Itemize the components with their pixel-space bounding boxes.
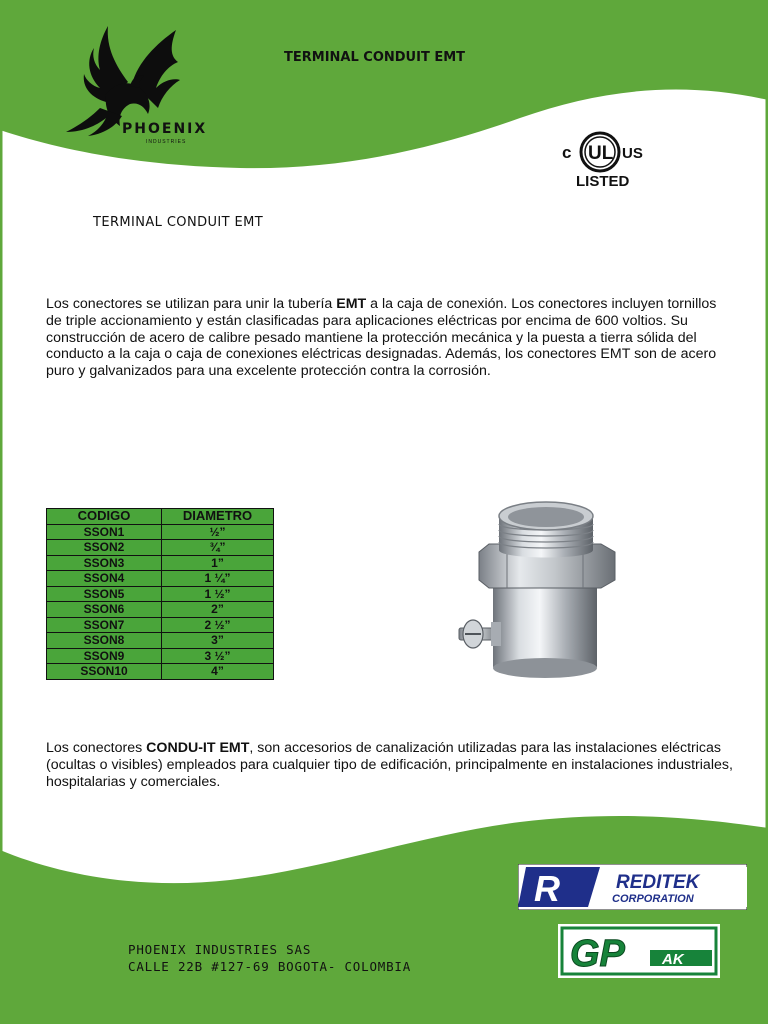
closing-paragraph: Los conectores CONDU-IT EMT, son accesorios de canalización utilizadas para las instalaciones eléctricas (ocultas o visibles) empleados para cualquier tipo de edificación, principalmente en instalaciones industriales, hospitalarias y comerciales. xyxy=(46,740,733,790)
closing-emphasis: CONDU-IT EMT xyxy=(146,740,250,756)
table-row xyxy=(47,664,274,680)
table-header-code: CODIGO xyxy=(47,509,162,525)
gpak-logo-icon xyxy=(558,924,720,978)
table-cell: SSON6 xyxy=(47,602,162,618)
table-cell: 3 ½” xyxy=(162,648,274,664)
table-cell: 2” xyxy=(162,602,274,618)
table-row xyxy=(47,648,274,664)
table-row xyxy=(47,571,274,587)
table-cell: SSON2 xyxy=(47,540,162,556)
gpak-letters: GP xyxy=(570,933,625,975)
table-header-row xyxy=(47,509,274,525)
logo-wordmark: PHOENIX xyxy=(122,121,208,137)
table-cell: ½” xyxy=(162,524,274,540)
section-title: TERMINAL CONDUIT EMT xyxy=(93,215,264,230)
table-cell: SSON8 xyxy=(47,633,162,649)
table-row xyxy=(47,586,274,602)
reditek-logo-icon xyxy=(518,864,747,910)
table-row xyxy=(47,555,274,571)
ul-listed-mark-icon xyxy=(558,124,652,192)
table-row xyxy=(47,524,274,540)
table-header-diameter: DIAMETRO xyxy=(162,509,274,525)
table-row xyxy=(47,617,274,633)
table-cell: SSON5 xyxy=(47,586,162,602)
size-table xyxy=(46,508,274,680)
ul-left-letter: c xyxy=(562,143,572,162)
table-cell: SSON3 xyxy=(47,555,162,571)
table-row xyxy=(47,540,274,556)
intro-emphasis: EMT xyxy=(336,296,367,312)
table-cell: SSON1 xyxy=(47,524,162,540)
table-cell: 1” xyxy=(162,555,274,571)
table-cell: SSON7 xyxy=(47,617,162,633)
table-cell: 2 ½” xyxy=(162,617,274,633)
ul-caption: LISTED xyxy=(576,173,630,190)
table-cell: SSON9 xyxy=(47,648,162,664)
intro-paragraph: Los conectores se utilizan para unir la tubería EMT a la caja de conexión. Los conectores incluyen tornillos de triple accionamiento y están clasificadas para aplicaciones eléctricas por encima de 600 voltios. Su construcción de acero de calibre pesado mantiene la protección mecánica y la puesta a tierra sólida del conducto a la caja o caja de conexiones eléctricas designadas. Además, los conectores EMT son de acero puro y galvanizados para una excelente protección contra la corrosión. xyxy=(46,296,717,380)
table-row xyxy=(47,633,274,649)
table-row xyxy=(47,602,274,618)
footer-address: CALLE 22B #127-69 BOGOTA- COLOMBIA xyxy=(128,959,412,974)
emt-connector-photo-icon xyxy=(455,488,635,688)
page-title: TERMINAL CONDUIT EMT xyxy=(284,50,466,65)
logo-subtext: INDUSTRIES xyxy=(146,139,187,145)
ul-center-letters: UL xyxy=(588,143,614,164)
table-cell: 1 ¼” xyxy=(162,571,274,587)
table-cell: 4” xyxy=(162,664,274,680)
table-cell: SSON4 xyxy=(47,571,162,587)
reditek-letter: R xyxy=(534,868,560,909)
reditek-name: REDITEK xyxy=(616,872,700,893)
gpak-small-letters: AK xyxy=(662,951,684,968)
table-cell: SSON10 xyxy=(47,664,162,680)
table-cell: 1 ½” xyxy=(162,586,274,602)
footer-company: PHOENIX INDUSTRIES SAS xyxy=(128,942,312,957)
reditek-corporation: CORPORATION xyxy=(612,893,694,905)
table-cell: 3” xyxy=(162,633,274,649)
ul-right-letters: US xyxy=(622,145,643,162)
table-cell: ¾” xyxy=(162,540,274,556)
